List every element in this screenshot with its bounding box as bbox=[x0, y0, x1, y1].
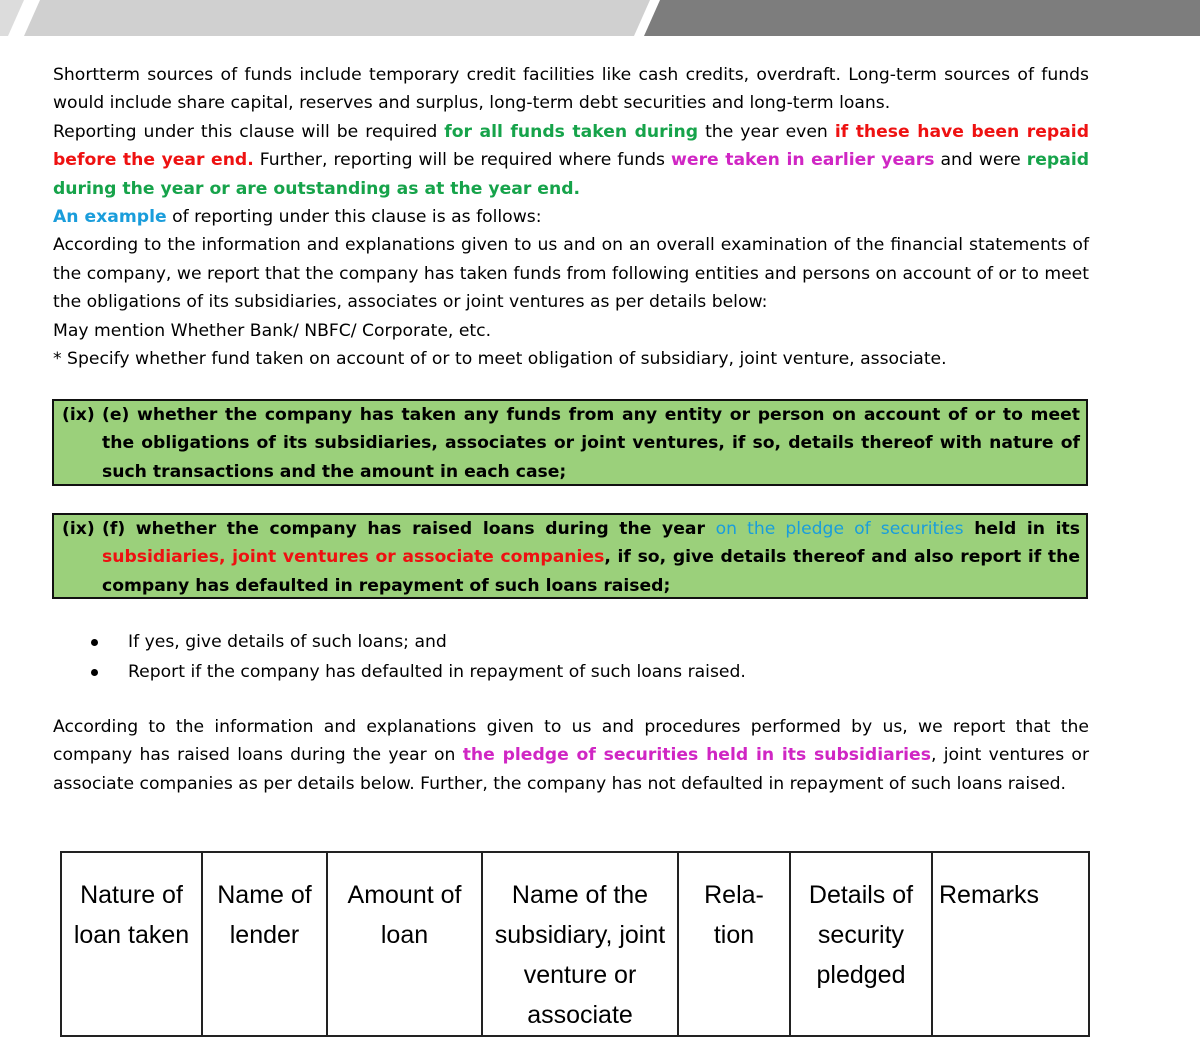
bullet-item: If yes, give details of such loans; and bbox=[88, 627, 746, 657]
clause-box-ix-f bbox=[52, 513, 1088, 599]
col-header-subsidiary: Name of the subsidiary, joint venture or associate bbox=[482, 852, 678, 1036]
clause-label: (ix) bbox=[62, 405, 95, 425]
col-header-relation: Rela-tion bbox=[678, 852, 790, 1036]
paragraph-example-intro: An example of reporting under this clause is as follows: bbox=[53, 207, 542, 228]
col-header-lender: Name of lender bbox=[202, 852, 327, 1036]
paragraph-reporting-requirement: Reporting under this clause will be required for all funds taken during the year even if these have been repaid before the year end. Further, reporting will be required where funds were taken in earlier years and were repaid during the year or are outstanding as at the year end. bbox=[53, 121, 1090, 199]
bullet-list bbox=[88, 627, 746, 687]
intro-section bbox=[53, 61, 1089, 373]
clause-text: (f) whether the company has raised loans during the year on the pledge of securities held in its subsidiaries, joint ventures or associate companies, if so, give details thereof and also report if the company has defaulted in repayment of such loans raised; bbox=[102, 519, 1080, 596]
clause-text: (e) whether the company has taken any funds from any entity or person on account of or to meet the obligations of its subsidiaries, associates or joint ventures, if so, details thereof with nature of such transactions and the amount in each case; bbox=[102, 405, 1080, 482]
paragraph-note-mention: May mention Whether Bank/ NBFC/ Corporate, etc. bbox=[53, 320, 492, 341]
paragraph-example-pledge: According to the information and explanations given to us and procedures performed by us, we report that the company has raised loans during the year on the pledge of securities held in its subsidiaries, joint ventures or associate companies as per details below. Further, the company has not defaulted in repayment of such loans raised. bbox=[53, 717, 1090, 794]
loans-table bbox=[60, 851, 1090, 1037]
paragraph-example-report: According to the information and explanations given to us and on an overall examination of the financial statements of the company, we report that the company has taken funds from following entities and persons on account of or to meet the obligations of its subsidiaries, associates or joint ventures as per details below: bbox=[53, 235, 1089, 313]
col-header-nature: Nature of loan taken bbox=[61, 852, 202, 1036]
bullet-item: Report if the company has defaulted in repayment of such loans raised. bbox=[88, 657, 746, 687]
col-header-remarks: Remarks bbox=[932, 852, 1089, 1036]
table-header-row bbox=[61, 852, 1089, 1036]
clause-label: (ix) bbox=[62, 519, 95, 539]
clause-box-ix-e bbox=[52, 399, 1088, 486]
paragraph-sources-of-funds: Shortterm sources of funds include temporary credit facilities like cash credits, overdraft. Long-term sources of funds would include share capital, reserves and surplus, long-term debt securities and long-term loans. bbox=[53, 65, 1089, 114]
header-banner bbox=[0, 0, 1200, 36]
paragraph-note-specify: * Specify whether fund taken on account of or to meet obligation of subsidiary, joint venture, associate. bbox=[53, 349, 947, 370]
col-header-amount: Amount of loan bbox=[327, 852, 482, 1036]
col-header-security: Details of security pledged bbox=[790, 852, 932, 1036]
